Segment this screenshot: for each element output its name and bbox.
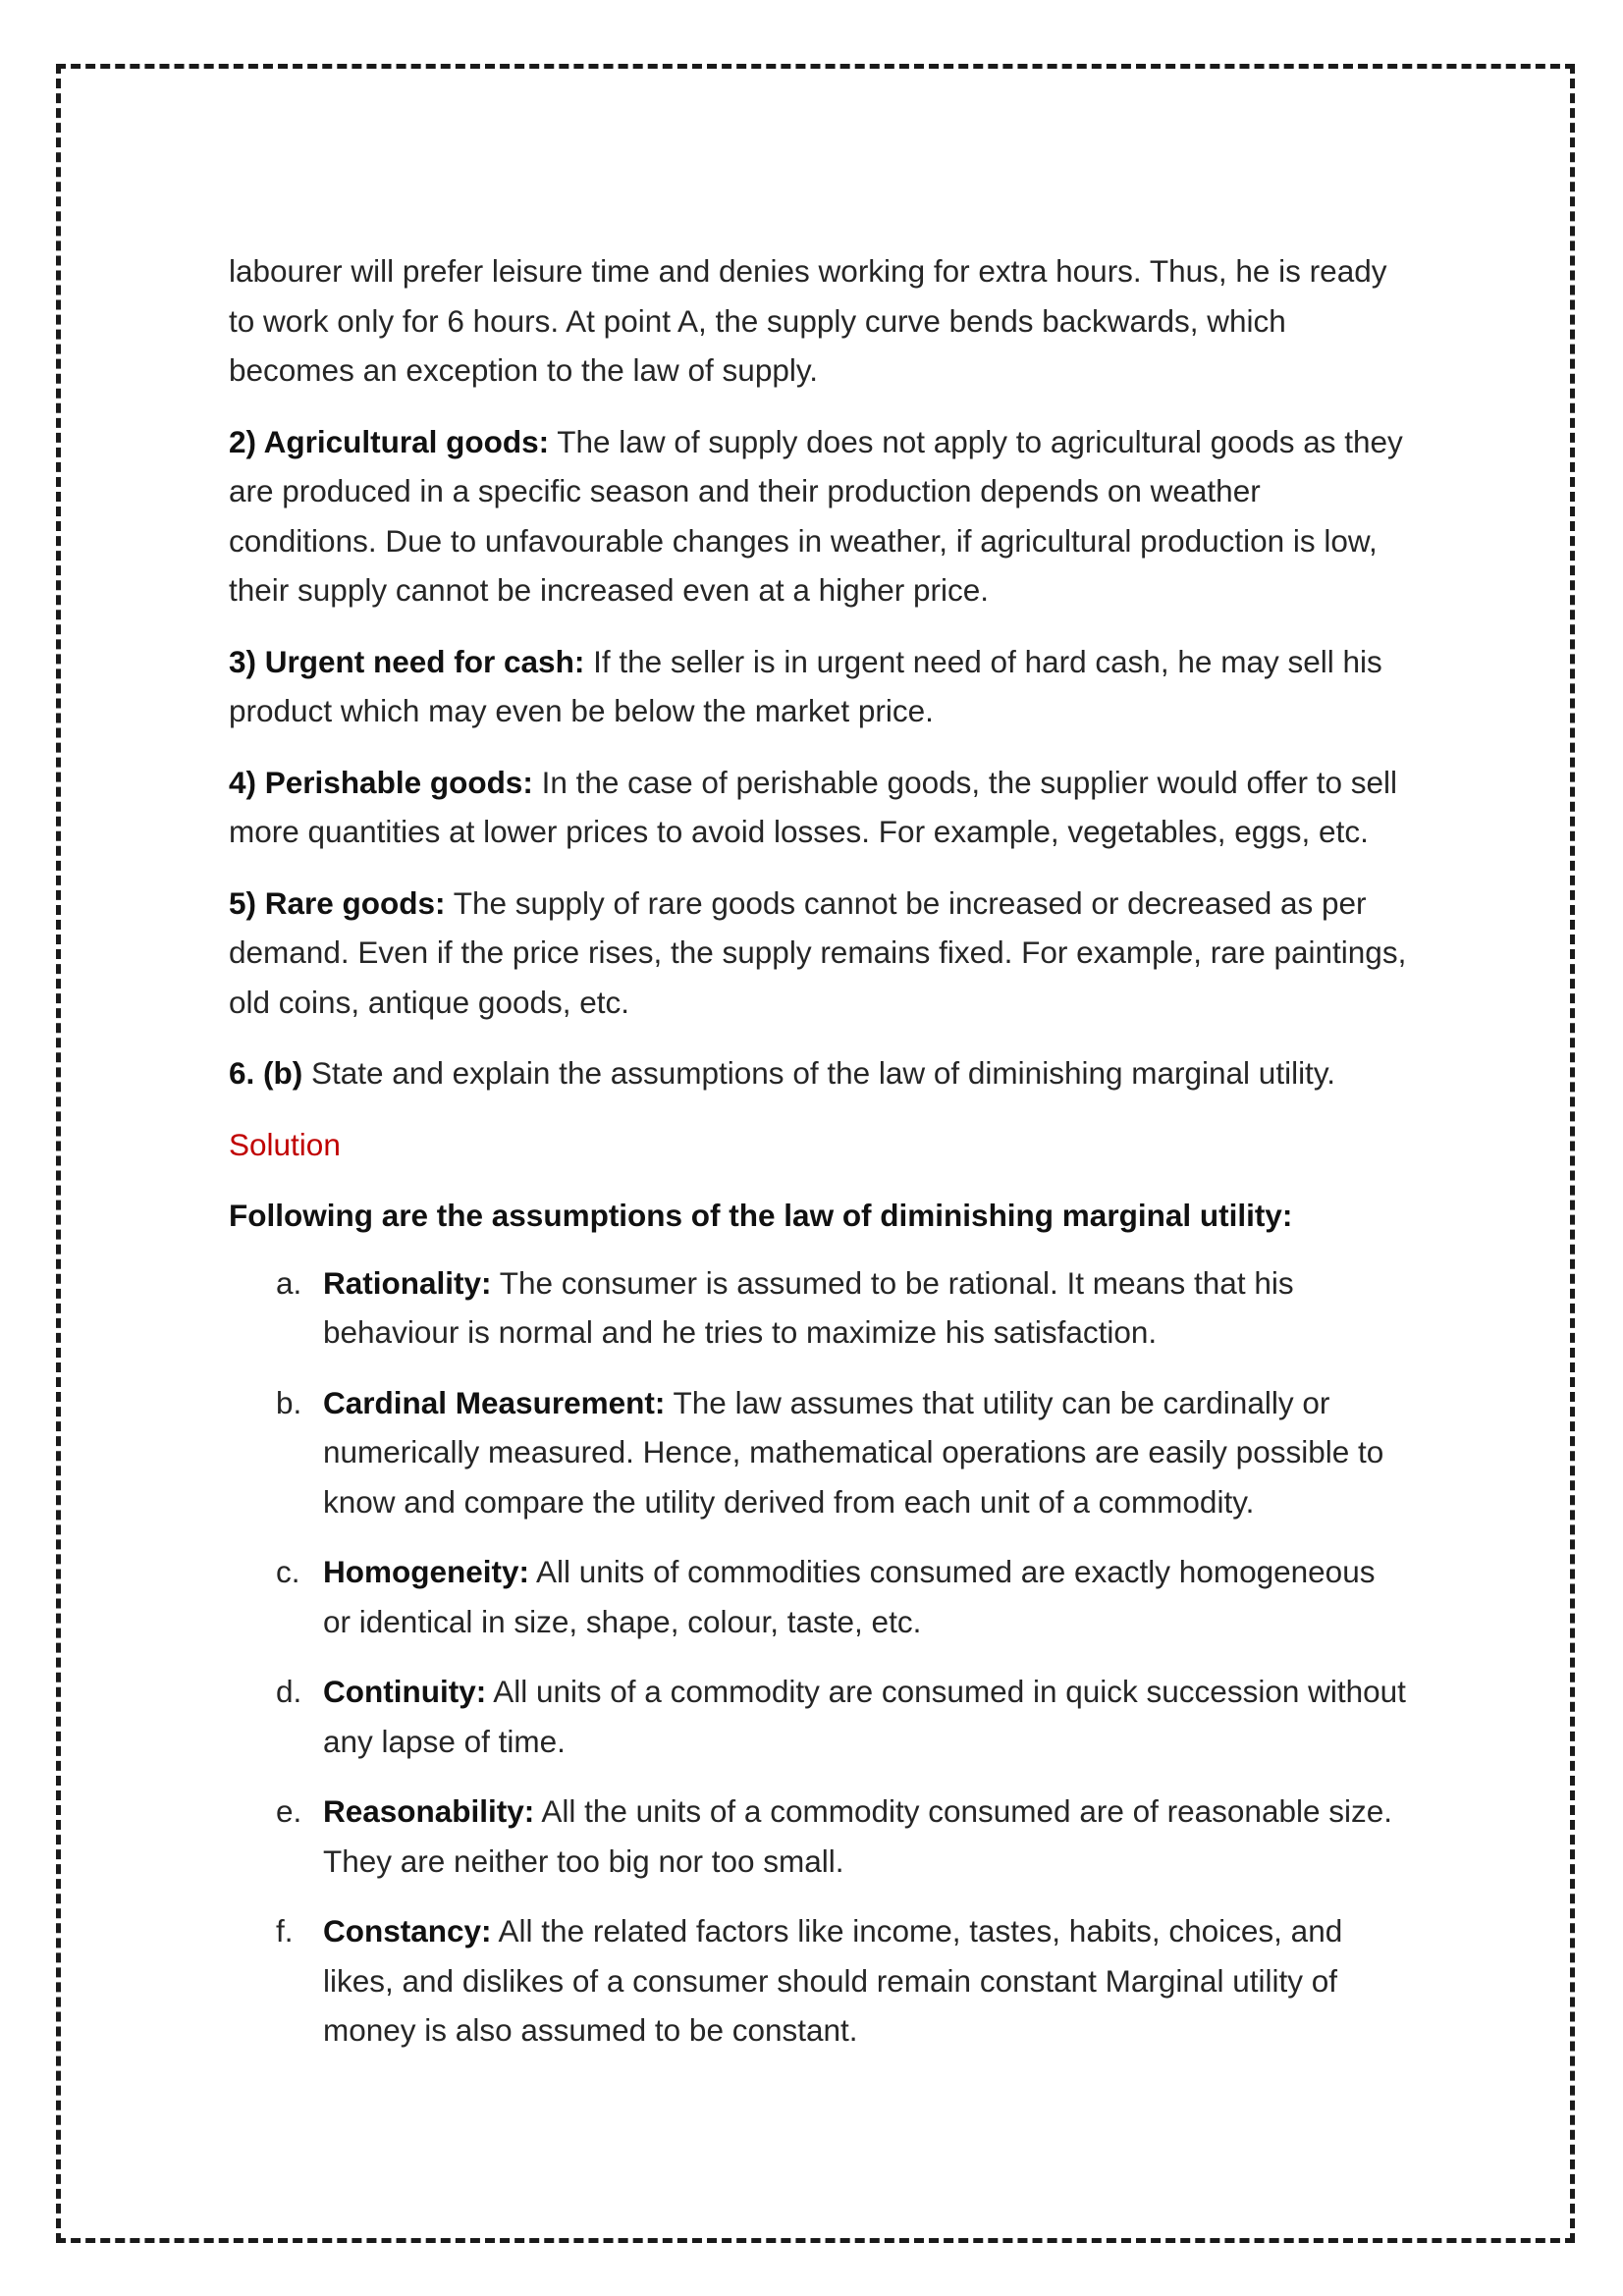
exception-text: The law of supply does not apply to agricultural goods as they are produced in a specific season and their production depends on weather conditions. Due to unfavourable changes in weather, if agricultural production is low, their supply cannot be increased even at a higher price.	[229, 423, 1403, 608]
assumption-text: All units of a commodity are consumed in quick succession without any lapse of time.	[323, 1674, 1406, 1759]
assumption-continuity	[229, 1667, 1407, 1766]
exception-agricultural-goods	[229, 417, 1407, 615]
list-marker: e.	[276, 1793, 302, 1829]
exception-label: 3) Urgent need for cash:	[229, 643, 585, 679]
assumption-label: Homogeneity:	[323, 1554, 530, 1589]
question-text: State and explain the assumptions of the law of diminishing marginal utility.	[302, 1055, 1335, 1091]
list-marker: b.	[276, 1384, 302, 1420]
exception-urgent-cash	[229, 637, 1407, 736]
exception-perishable-goods	[229, 758, 1407, 857]
question	[229, 1048, 1407, 1098]
list-marker: a.	[276, 1264, 302, 1301]
solution-label: Solution	[229, 1126, 341, 1162]
page-content	[229, 246, 1407, 2076]
assumption-text: All the units of a commodity consumed are of reasonable size. They are neither too big nor too small.	[323, 1793, 1393, 1879]
assumption-label: Cardinal Measurement:	[323, 1384, 666, 1420]
assumptions-list	[229, 1258, 1407, 2056]
question-label: 6. (b)	[229, 1055, 303, 1091]
assumption-homogeneity	[229, 1547, 1407, 1646]
exception-text: The supply of rare goods cannot be increased or decreased as per demand. Even if the price rises, the supply remains fixed. For example, rare paintings, old coins, antique goods, etc.	[229, 884, 1407, 1020]
assumption-rationality	[229, 1258, 1407, 1358]
assumption-label: Reasonability:	[323, 1793, 535, 1829]
exception-text: If the seller is in urgent need of hard cash, he may sell his product which may even be below the market price.	[229, 643, 1382, 728]
assumption-constancy	[229, 1906, 1407, 2056]
list-marker: c.	[276, 1554, 300, 1589]
assumptions-heading: Following are the assumptions of the law of diminishing marginal utility:	[229, 1198, 1293, 1233]
assumption-text: All units of commodities consumed are exactly homogeneous or identical in size, shape, colour, taste, etc.	[323, 1554, 1376, 1639]
exception-rare-goods	[229, 879, 1407, 1028]
assumption-label: Rationality:	[323, 1264, 492, 1301]
exception-label: 4) Perishable goods:	[229, 764, 533, 800]
assumption-text: The law assumes that utility can be cardinally or numerically measured. Hence, mathematical operations are easily possible to know and compare the utility derived from each unit of a commodity.	[323, 1384, 1384, 1520]
assumption-text: All the related factors like income, tastes, habits, choices, and likes, and dislikes of a consumer should remain constant Marginal utility of money is also assumed to be constant.	[323, 1913, 1343, 2048]
exception-label: 2) Agricultural goods:	[229, 423, 550, 459]
assumption-reasonability	[229, 1787, 1407, 1886]
assumption-label: Constancy:	[323, 1913, 492, 1949]
exception-text: In the case of perishable goods, the supplier would offer to sell more quantities at lower prices to avoid losses. For example, vegetables, eggs, etc.	[229, 764, 1398, 849]
assumption-cardinal-measurement	[229, 1378, 1407, 1527]
exception-label: 5) Rare goods:	[229, 884, 446, 921]
list-marker: f.	[276, 1913, 294, 1949]
list-marker: d.	[276, 1674, 302, 1709]
assumption-text: The consumer is assumed to be rational. It means that his behaviour is normal and he tries to maximize his satisfaction.	[323, 1264, 1294, 1350]
intro-paragraph: labourer will prefer leisure time and denies working for extra hours. Thus, he is ready to work only for 6 hours. At point A, the supply curve bends backwards, which becomes an exception to the law of supply.	[229, 253, 1387, 388]
assumption-label: Continuity:	[323, 1674, 487, 1709]
